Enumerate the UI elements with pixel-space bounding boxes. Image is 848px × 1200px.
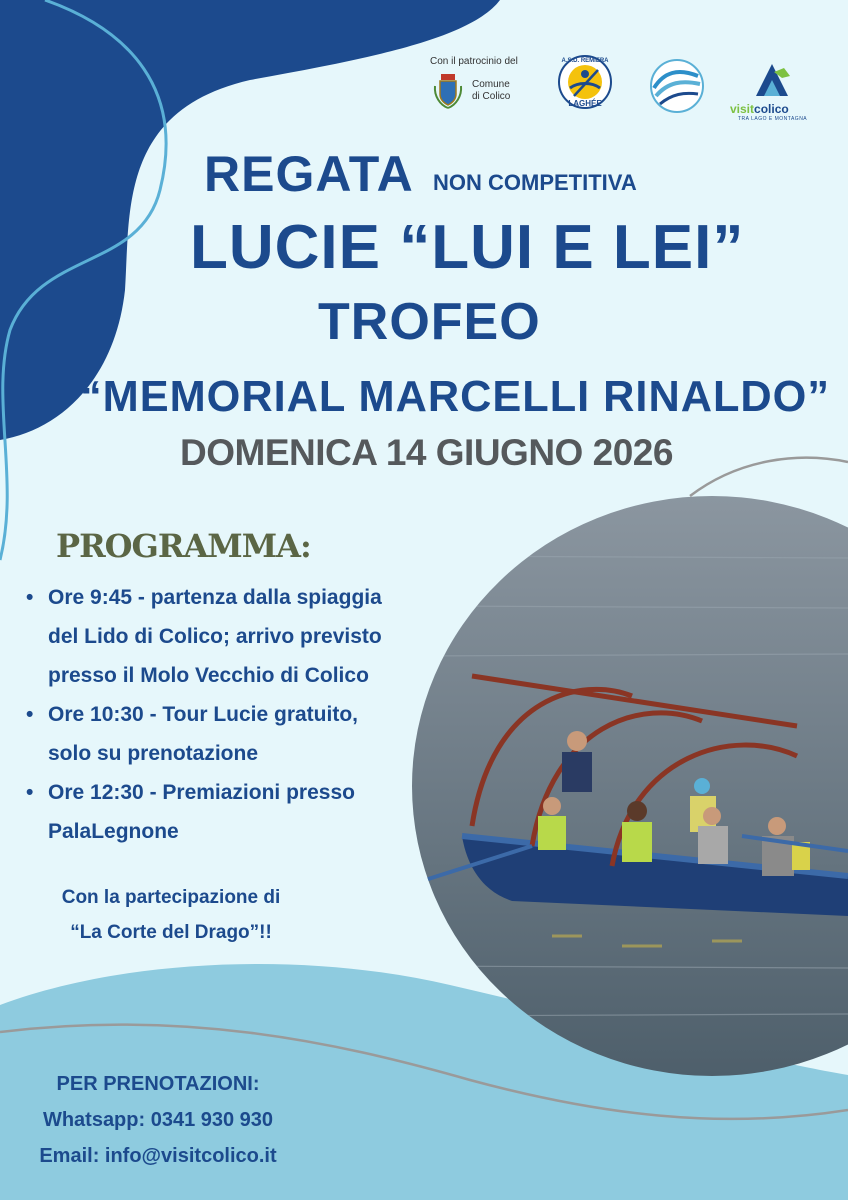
programma-line: PalaLegnone: [48, 820, 179, 843]
programma-line: presso il Molo Vecchio di Colico: [48, 664, 369, 687]
participation-line1: Con la partecipazione di: [61, 887, 281, 908]
participation-line2: “La Corte del Drago”!!: [70, 922, 272, 943]
programma-heading: PROGRAMMA:: [56, 527, 311, 565]
comune-logo: [432, 70, 532, 110]
rower-icon: [556, 52, 614, 116]
programma-item: [22, 578, 442, 695]
remiera-bottom-text: LAGHÉE: [568, 99, 602, 108]
patronage-note: Con il patrocinio del: [430, 56, 518, 67]
programma-line: del Lido di Colico; arrivo previsto: [48, 625, 382, 648]
visit-tagline: TRA LAGO E MONTAGNA: [738, 116, 808, 122]
lake-waves-icon: [644, 54, 710, 118]
visit-wordmark: [730, 102, 789, 116]
comune-name-line2: di Colico: [472, 91, 511, 102]
programma-line: • Ore 12:30 - Premiazioni presso: [48, 781, 355, 804]
programma-line: • Ore 10:30 - Tour Lucie gratuito,: [48, 703, 358, 726]
title-trofeo: TROFEO: [318, 293, 541, 351]
title-lucie: LUCIE “LUI E LEI”: [190, 213, 745, 282]
contact-heading: PER PRENOTAZIONI:: [56, 1073, 260, 1095]
participation-note: [46, 880, 296, 950]
title-regata: REGATA: [204, 146, 414, 202]
crest-icon: [432, 72, 464, 110]
programma-item: [22, 695, 442, 773]
whatsapp-number[interactable]: Whatsapp: 0341 930 930: [42, 1109, 274, 1131]
mountain-star-icon: [728, 58, 818, 102]
programma-list: [22, 578, 442, 851]
boat-photo: [412, 496, 848, 1076]
event-date: DOMENICA 14 GIUGNO 2026: [180, 432, 673, 473]
programma-item: [22, 773, 442, 851]
comune-name-line1: Comune: [472, 79, 510, 90]
comune-name: [472, 79, 510, 103]
visitcolico-logo: [728, 58, 818, 122]
title-non-competitiva: NON COMPETITIVA: [433, 170, 637, 195]
programma-line: • Ore 9:45 - partenza dalla spiaggia: [48, 586, 382, 609]
remiera-top-text: A.S.D. REMIERA: [561, 58, 609, 64]
right-line: [690, 458, 848, 496]
title-memorial: “MEMORIAL MARCELLI RINALDO”: [80, 372, 830, 421]
contact-block: [18, 1066, 298, 1174]
contact-email[interactable]: Email: info@visitcolico.it: [39, 1145, 277, 1167]
visit-word-part1: visit: [730, 102, 755, 116]
visit-word-part2: colico: [754, 102, 789, 116]
programma-line: solo su prenotazione: [48, 742, 259, 765]
